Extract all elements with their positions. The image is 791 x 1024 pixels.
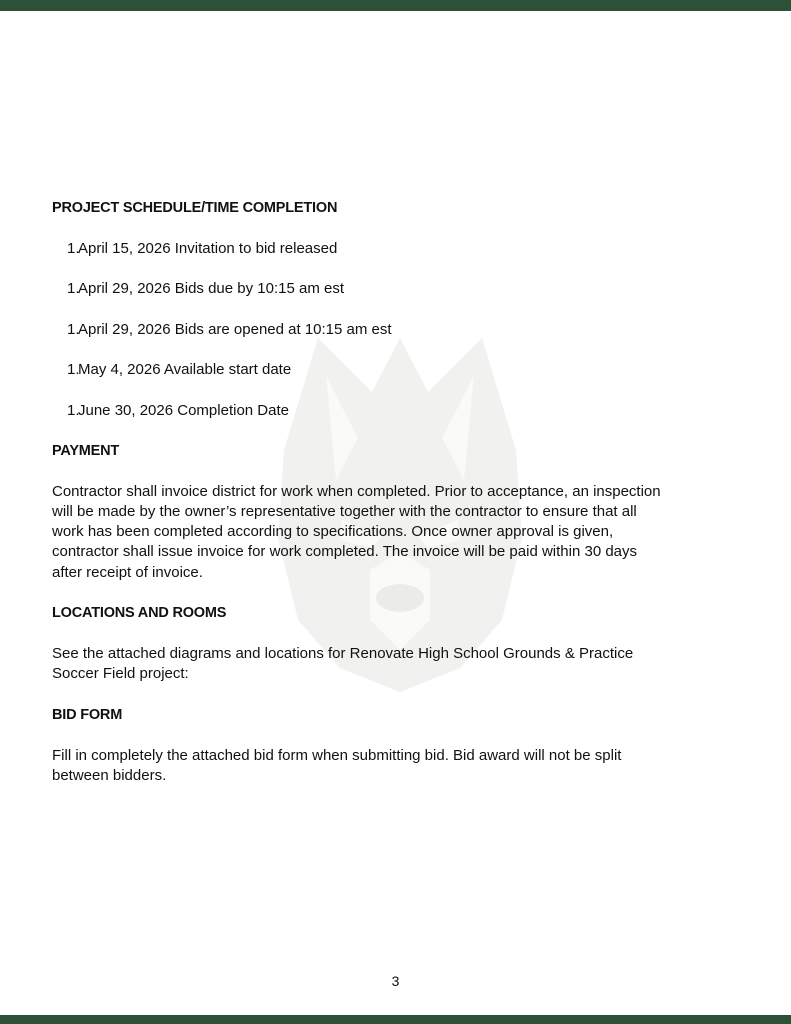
bid-form-paragraph xyxy=(52,746,742,787)
list-item xyxy=(52,320,742,340)
payment-paragraph xyxy=(52,482,742,583)
list-text: April 29, 2026 Bids due by 10:15 am est xyxy=(78,280,345,297)
list-text: April 29, 2026 Bids are opened at 10:15 am est xyxy=(78,320,392,338)
locations-heading: LOCATIONS AND ROOMS xyxy=(52,605,227,622)
paragraph-line: will be made by the owner’s representative together with the contractor to ensure that all xyxy=(52,502,637,520)
list-text: April 15, 2026 Invitation to bid released xyxy=(78,239,338,257)
list-number: 1. xyxy=(67,320,80,338)
paragraph-line: after receipt of invoice. xyxy=(52,563,203,581)
list-item xyxy=(52,401,742,421)
paragraph-line: Fill in completely the attached bid form when submitting bid. Bid award will not be split xyxy=(52,746,622,764)
list-text: June 30, 2026 Completion Date xyxy=(78,401,289,419)
bottom-accent-band xyxy=(0,1015,791,1024)
paragraph-line: See the attached diagrams and locations for Renovate High School Grounds & Practice xyxy=(52,644,634,662)
locations-paragraph xyxy=(52,644,742,685)
paragraph-line: contractor shall issue invoice for work completed. The invoice will be paid within 30 days xyxy=(52,543,638,561)
paragraph-line: Soccer Field project: xyxy=(52,665,189,683)
top-accent-band xyxy=(0,0,791,11)
list-text: May 4, 2026 Available start date xyxy=(78,361,292,378)
list-item xyxy=(52,239,742,259)
schedule-list xyxy=(52,239,742,421)
list-number: 1. xyxy=(67,239,80,257)
list-item xyxy=(52,360,742,380)
list-number: 1. xyxy=(67,361,80,378)
bid-form-heading: BID FORM xyxy=(52,707,123,724)
paragraph-line: between bidders. xyxy=(52,766,167,784)
document-body xyxy=(52,198,742,786)
schedule-heading: PROJECT SCHEDULE/TIME COMPLETION xyxy=(52,200,338,216)
page-number: 3 xyxy=(391,973,400,989)
list-item xyxy=(52,279,742,299)
paragraph-line: work has been completed according to specifications. Once owner approval is given, xyxy=(52,523,614,541)
paragraph-line: Contractor shall invoice district for work when completed. Prior to acceptance, an inspection xyxy=(52,482,661,500)
list-number: 1. xyxy=(67,280,80,297)
payment-heading: PAYMENT xyxy=(52,443,120,459)
list-number: 1. xyxy=(67,401,80,419)
